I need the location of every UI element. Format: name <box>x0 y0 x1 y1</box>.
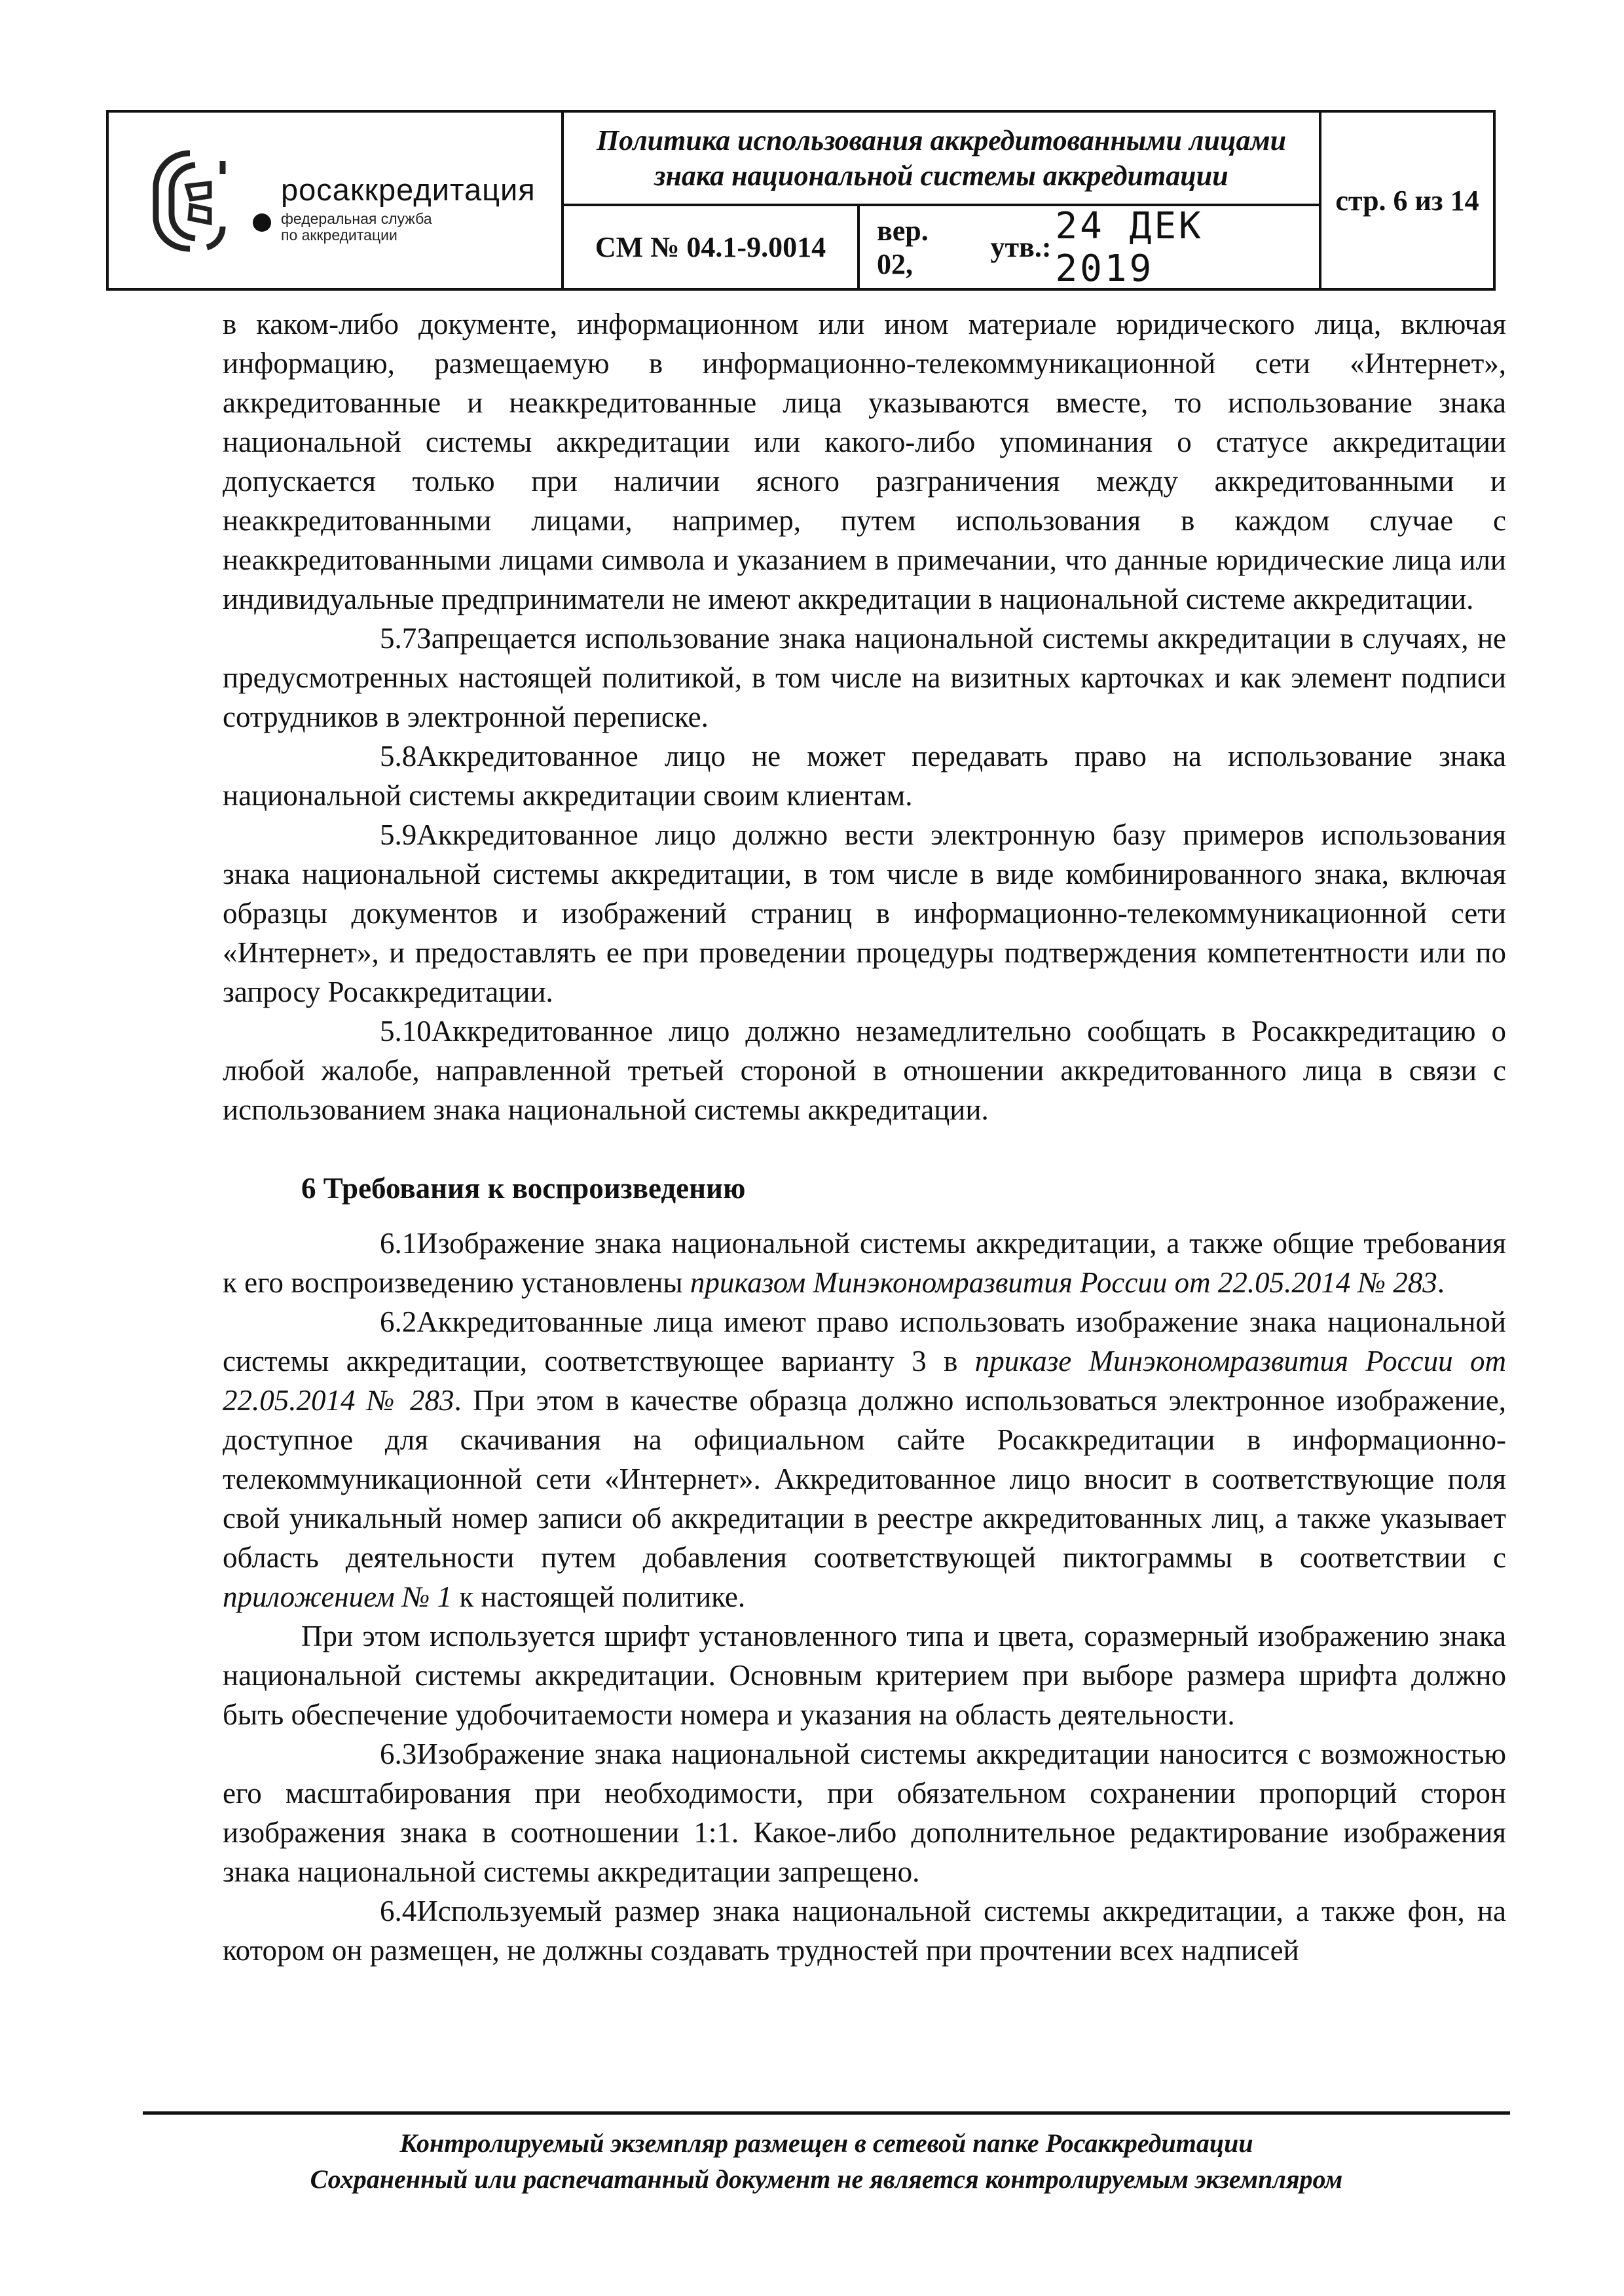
logo-name: росаккредитация <box>281 172 536 207</box>
paragraph-6-3 <box>223 1734 1506 1891</box>
clause-number: 5.10 <box>380 1015 432 1048</box>
clause-text-end: . <box>1437 1266 1445 1299</box>
clause-number: 5.8 <box>380 740 417 773</box>
footer-line1: Контролируемый экземпляр размещен в сетевой папке Росаккредитации <box>399 2128 1253 2158</box>
clause-text: Запрещается использование знака национальной системы аккредитации в случаях, не предусмотренных настоящей политикой, в том числе на визитных карточках и как элемент подписи сотрудников в электронной переписке. <box>223 622 1506 733</box>
logo-subtitle <box>281 211 432 244</box>
clause-number: 6.1 <box>380 1227 417 1260</box>
clause-number: 6.2 <box>380 1305 417 1338</box>
footer-divider <box>143 2111 1510 2115</box>
paragraph-5-10 <box>223 1011 1506 1129</box>
logo-cell <box>109 113 564 288</box>
clause-text: Аккредитованное лицо должно незамедлительно сообщать в Росаккредитацию о любой жалобе, направленной третьей стороной в отношении аккредитованного лица в связи с использованием знака национальной системы аккредитации. <box>223 1015 1506 1126</box>
logo-subtitle-line1: федеральная служба <box>281 210 432 227</box>
paragraph-6-2 <box>223 1302 1506 1616</box>
clause-text: Используемый размер знака национальной системы аккредитации, а также фон, на котором он размещен, не должны создавать трудностей при прочтении всех надписей <box>223 1895 1506 1967</box>
document-header <box>106 110 1496 291</box>
clause-text: Изображение знака национальной системы аккредитации, а также общие требования к его воспроизведению установлены <box>223 1227 1506 1299</box>
version-label: вер. 02, <box>877 214 929 280</box>
paragraph-6-1 <box>223 1224 1506 1302</box>
section-heading-6: 6 Требования к воспроизведению <box>301 1172 746 1205</box>
clause-number: 5.9 <box>380 818 417 851</box>
clause-reference: приказе Минэкономразвития России от 22.05.2014 № 283 <box>223 1345 1506 1417</box>
paragraph-5-7 <box>223 619 1506 737</box>
title-line1: Политика использования аккредитованными лицами <box>596 124 1287 156</box>
version-cell <box>860 206 1321 288</box>
logo-subtitle-line2: по аккредитации <box>281 227 397 244</box>
paragraph-6-4 <box>223 1891 1506 1970</box>
clause-number: 6.3 <box>380 1738 417 1770</box>
clause-text-end: к настоящей политике. <box>452 1580 746 1613</box>
rosaccreditation-logo-icon <box>144 145 275 257</box>
clause-text: Аккредитованное лицо должно вести электронную базу примеров использования знака национальной системы аккредитации, в том числе в виде комбинированного знака, включая образцы документов и изображений страниц в информационно-телекоммуникационной сети «Интернет», и предоставлять ее при проведении процедуры подтверждения компетентности или по запросу Росаккредитации. <box>223 818 1506 1008</box>
clause-text-cont: . При этом в качестве образца должно использоваться электронное изображение, доступное для скачивания на официальном сайте Росаккредитации в информационно-телекоммуникационной сети «Интернет». Аккредитованное лицо вносит в соответствующие поля свой уникальный номер записи об аккредитации в реестре аккредитованных лиц, а также указывает область деятельности путем добавления соответствующей пиктограммы в соответствии с <box>223 1384 1506 1574</box>
approved-date-stamp: 24 ДЕК 2019 <box>1055 204 1204 290</box>
clause-text: Изображение знака национальной системы аккредитации наносится с возможностью его масштабирования при необходимости, при обязательном сохранении пропорций сторон изображения знака в соотношении 1:1. Какое-либо дополнительное редактирование изображения знака национальной системы аккредитации запрещено. <box>223 1738 1506 1888</box>
appendix-reference: приложением № 1 <box>223 1580 452 1613</box>
title-line2: знака национальной системы аккредитации <box>654 159 1228 192</box>
clause-reference: приказом Минэкономразвития России от 22.05.2014 № 283 <box>690 1266 1437 1299</box>
page-number: стр. 6 из 14 <box>1335 184 1479 217</box>
approved-label: утв.: <box>990 231 1052 263</box>
clause-text: Аккредитованное лицо не может передавать право на использование знака национальной системы аккредитации своим клиентам. <box>223 740 1506 812</box>
document-code: СМ № 04.1-9.0014 <box>564 206 860 288</box>
clause-text: Аккредитованные лица имеют право использовать изображение знака национальной системы аккредитации, соответствующее варианту 3 в <box>223 1305 1506 1377</box>
document-title <box>564 113 1321 206</box>
paragraph-continued: в каком-либо документе, информационном или ином материале юридического лица, включая информацию, размещаемую в информационно-телекоммуникационной сети «Интернет», аккредитованные и неаккредитованные лица указываются вместе, то использование знака национальной системы аккредитации или какого-либо упоминания о статусе аккредитации допускается только при наличии ясного разграничения между аккредитованными и неаккредитованными лицами, например, путем использования в каждом случае с неаккредитованными лицами символа и указанием в примечании, что данные юридические лица или индивидуальные предприниматели не имеют аккредитации в национальной системе аккредитации. <box>223 308 1506 615</box>
document-body <box>223 304 1506 1970</box>
clause-number: 6.4 <box>380 1895 417 1927</box>
paragraph-5-9 <box>223 815 1506 1011</box>
footer-line2: Сохраненный или распечатанный документ не является контролируемым экземпляром <box>310 2164 1343 2194</box>
paragraph-5-8 <box>223 737 1506 815</box>
clause-number: 5.7 <box>380 622 417 655</box>
paragraph-6-2-cont: При этом используется шрифт установленного типа и цвета, соразмерный изображению знака национальной системы аккредитации. Основным критерием при выборе размера шрифта должно быть обеспечение удобочитаемости номера и указания на область деятельности. <box>223 1620 1506 1731</box>
